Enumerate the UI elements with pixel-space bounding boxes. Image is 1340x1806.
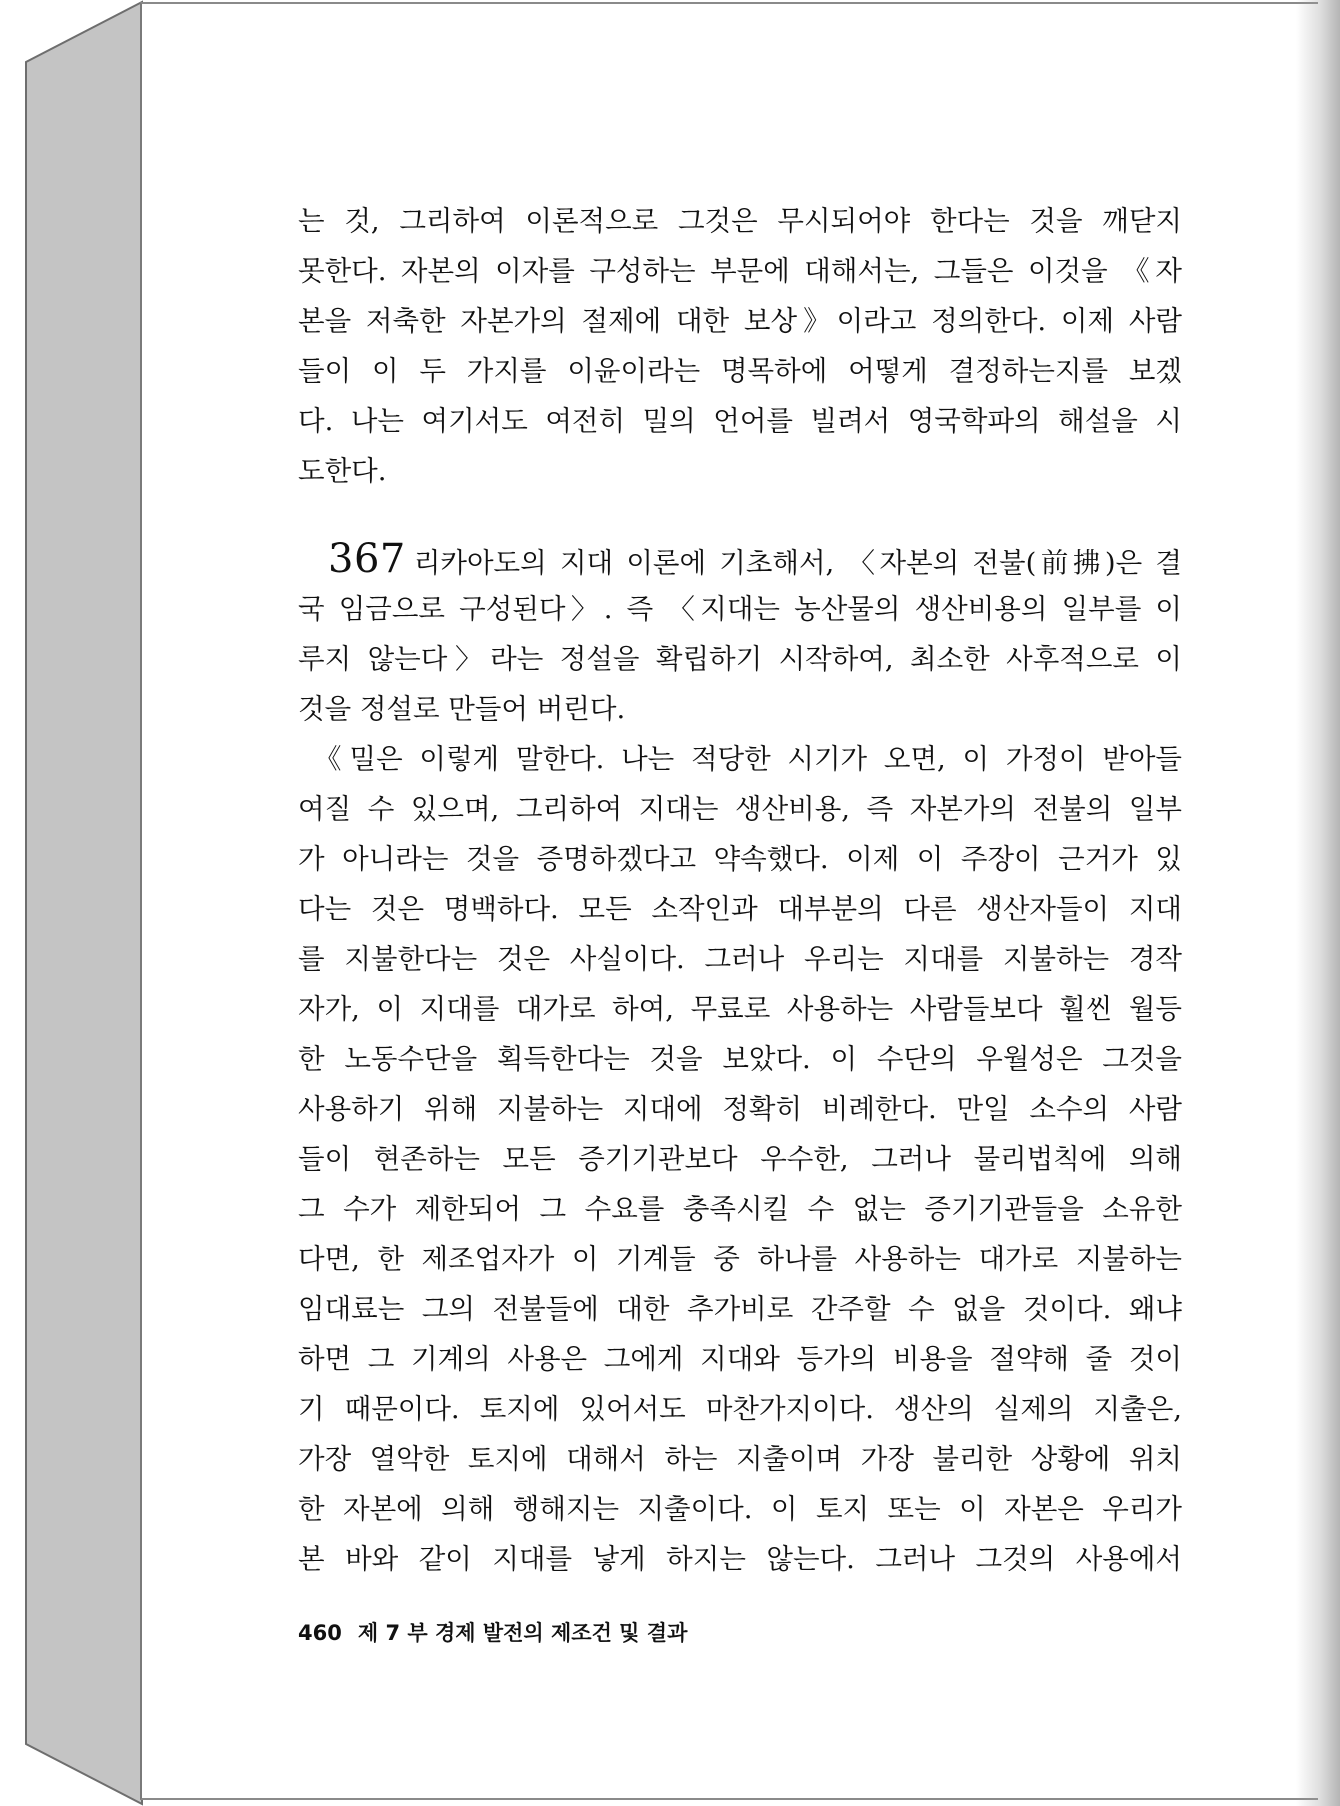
text-line: 루지 않는다〉라는 정설을 확립하기 시작하여, 최소한 사후적으로 이 [298,643,1182,675]
text-line-indented [298,734,1182,784]
text-line: 가 아니라는 것을 증명하겠다고 약속했다. 이제 이 주장이 근거가 있 [298,843,1182,875]
page-number: 460 [298,1621,342,1645]
section-number: 367 [328,536,406,582]
text-line: 국 임금으로 구성된다〉. 즉 〈지대는 농산물의 생산비용의 일부를 이 [298,593,1182,625]
page-edge-shadow [1296,0,1340,1806]
text-line: 사용하기 위해 지불하는 지대에 정확히 비례한다. 만일 소수의 사람 [298,1093,1182,1125]
text-line: 하면 그 기계의 사용은 그에게 지대와 등가의 비용을 절약해 줄 것이 [298,1343,1182,1375]
text-line: 다는 것은 명백하다. 모든 소작인과 대부분의 다른 생산자들이 지대 [298,893,1182,925]
page-footer [298,1617,687,1647]
paragraph-1 [298,196,1182,496]
text-line: 본을 저축한 자본가의 절제에 대한 보상》이라고 정의한다. 이제 사람 [298,305,1182,337]
text-line: 못한다. 자본의 이자를 구성하는 부문에 대해서는, 그들은 이것을 《자 [298,255,1182,287]
page-body-text [298,196,1182,1584]
running-head: 제 7 부 경제 발전의 제조건 및 결과 [357,1621,688,1645]
text-line: 것을 정설로 만들어 버린다. [298,693,626,725]
text-line: 그 수가 제한되어 그 수요를 충족시킬 수 없는 증기기관들을 소유한 [298,1193,1182,1225]
book-spine-edge [0,0,160,1806]
text-line: 기 때문이다. 토지에 있어서도 마찬가지이다. 생산의 실제의 지출은, [298,1393,1182,1425]
text-line: 다. 나는 여기서도 여전히 밀의 언어를 빌려서 영국학파의 해설을 시 [298,405,1182,437]
text-line: 본 바와 같이 지대를 낳게 하지는 않는다. 그러나 그것의 사용에서 [298,1543,1182,1575]
text-line: 다면, 한 제조업자가 이 기계들 중 하나를 사용하는 대가로 지불하는 [298,1243,1182,1275]
text-line: 임대료는 그의 전불들에 대한 추가비로 간주할 수 없을 것이다. 왜냐 [298,1293,1182,1325]
text-line: 들이 이 두 가지를 이윤이라는 명목하에 어떻게 결정하는지를 보겠 [298,355,1182,387]
text-line: 를 지불한다는 것은 사실이다. 그러나 우리는 지대를 지불하는 경작 [298,943,1182,975]
text-line: 《밀은 이렇게 말한다. 나는 적당한 시기가 오면, 이 가정이 받아들 [314,743,1182,775]
paragraph-mill-quote [298,734,1182,1584]
paragraph-gap [298,496,1182,534]
text-line: 도한다. [298,455,387,487]
text-line: 자가, 이 지대를 대가로 하여, 무료로 사용하는 사람들보다 훨씬 월등 [298,993,1182,1025]
text-line: 리카아도의 지대 이론에 기초해서, 〈자본의 전불(前拂)은 결 [413,547,1182,579]
text-line: 한 노동수단을 획득한다는 것을 보았다. 이 수단의 우월성은 그것을 [298,1043,1182,1075]
text-line: 여질 수 있으며, 그리하여 지대는 생산비용, 즉 자본가의 전불의 일부 [298,793,1182,825]
text-line: 한 자본에 의해 행해지는 지출이다. 이 토지 또는 이 자본은 우리가 [298,1493,1182,1525]
text-line: 는 것, 그리하여 이론적으로 그것은 무시되어야 한다는 것을 깨닫지 [298,205,1182,237]
text-line: 들이 현존하는 모든 증기기관보다 우수한, 그러나 물리법칙에 의해 [298,1143,1182,1175]
text-line-with-section [298,534,1182,584]
paragraph-367 [298,534,1182,734]
text-line: 가장 열악한 토지에 대해서 하는 지출이며 가장 불리한 상황에 위치 [298,1443,1182,1475]
